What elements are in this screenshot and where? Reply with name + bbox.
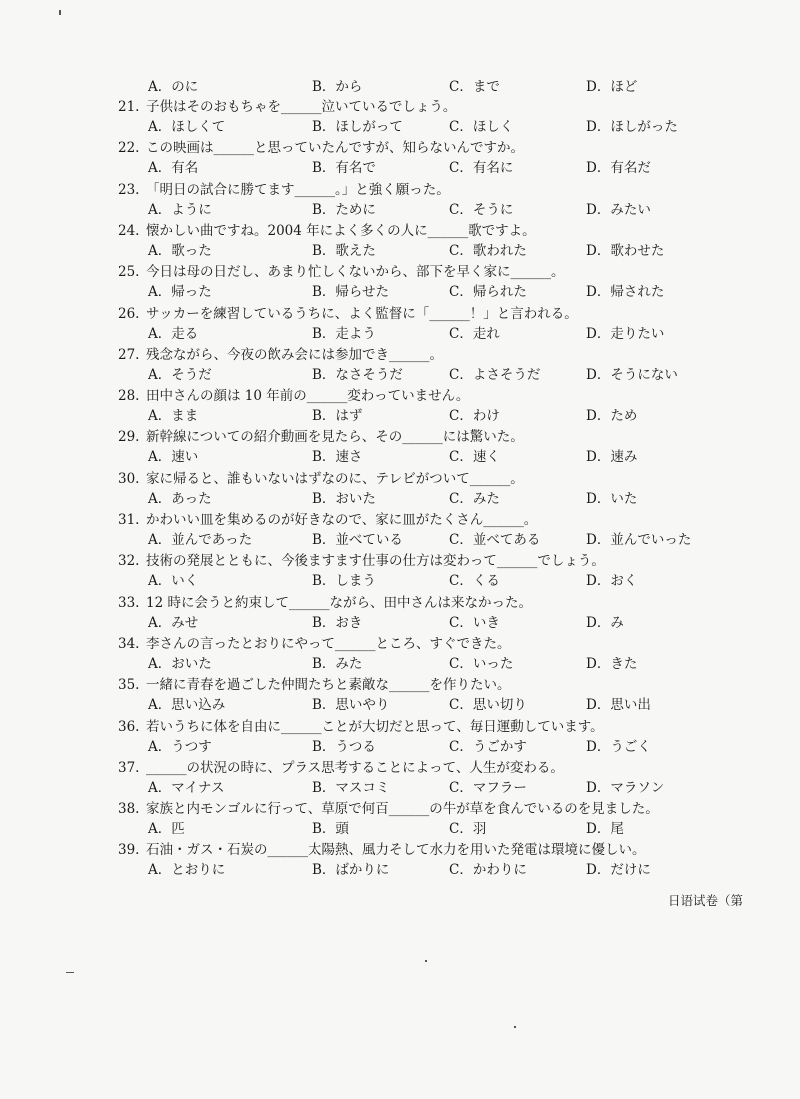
question-item bbox=[118, 800, 659, 818]
option-d: D．みたい bbox=[586, 201, 651, 218]
question-item bbox=[118, 305, 578, 323]
option-b: B．速さ bbox=[312, 449, 363, 466]
option-d: D．おく bbox=[586, 573, 638, 590]
option-c: C．いき bbox=[449, 614, 500, 631]
option-a: A．並んであった bbox=[148, 532, 253, 548]
option-b: B．おいた bbox=[312, 490, 376, 507]
question-text: 田中さんの顔は 10 年前の______変わっていません。 bbox=[146, 388, 470, 405]
option-c: C．帰られた bbox=[449, 284, 527, 301]
option-b: B．なさそうだ bbox=[312, 366, 403, 383]
question-text: 残念ながら、今夜の飲み会には参加でき______。 bbox=[146, 346, 443, 363]
question-item bbox=[118, 635, 511, 653]
question-text: 家族と内モンゴルに行って、草原で何百______の牛が草を食んでいるのを見ました。 bbox=[146, 801, 659, 818]
question-text: 家に帰ると、誰もいないはずなのに、テレビがついて______。 bbox=[146, 470, 524, 487]
option-b: B．帰らせた bbox=[312, 284, 390, 301]
option-c: C．歌われた bbox=[449, 242, 527, 259]
option-b: B．歌えた bbox=[312, 242, 376, 259]
question-item bbox=[118, 470, 524, 488]
question-options bbox=[148, 490, 708, 508]
option-c: C．まで bbox=[449, 79, 500, 95]
question-text: 12 時に会うと約束して______ながら、田中さんは来なかった。 bbox=[146, 594, 532, 611]
question-item bbox=[118, 759, 564, 777]
question-item bbox=[118, 552, 605, 570]
option-c: C．思い切り bbox=[449, 697, 527, 714]
option-b: B．うつる bbox=[312, 738, 376, 755]
question-item bbox=[118, 346, 443, 364]
question-number: 36. bbox=[118, 718, 140, 735]
question-number: 28. bbox=[118, 388, 140, 405]
option-d: D．そうにない bbox=[586, 366, 678, 383]
question-options bbox=[148, 242, 708, 260]
option-a: A．うつす bbox=[148, 738, 212, 755]
option-c: C．羽 bbox=[449, 821, 487, 838]
question-options bbox=[148, 820, 708, 838]
question-options bbox=[148, 118, 708, 136]
question-item bbox=[118, 511, 537, 529]
option-b: B．から bbox=[312, 79, 363, 95]
question-options bbox=[148, 283, 708, 301]
option-d: D．走りたい bbox=[586, 325, 665, 342]
page-footer: 日语试卷（第 bbox=[668, 893, 744, 908]
question-number: 37. bbox=[118, 759, 140, 776]
option-d: D．いた bbox=[586, 490, 638, 507]
option-a: A．思い込み bbox=[148, 697, 226, 714]
question-number: 24. bbox=[118, 222, 140, 239]
question-text: 一緒に青春を過ごした仲間たちと素敵な______を作りたい。 bbox=[146, 677, 511, 694]
question-item bbox=[118, 594, 532, 612]
option-c: C．うごかす bbox=[449, 738, 527, 755]
question-options bbox=[148, 861, 708, 879]
option-a: A．おいた bbox=[148, 655, 212, 672]
question-number: 22. bbox=[118, 140, 140, 157]
question-number: 34. bbox=[118, 635, 140, 652]
option-b: B．おき bbox=[312, 614, 363, 631]
option-b: B．有名で bbox=[312, 160, 376, 177]
option-a: A．走る bbox=[148, 325, 199, 342]
question-text: 新幹線についての紹介動画を見たら、その______には驚いた。 bbox=[146, 429, 524, 446]
option-c: C．並べてある bbox=[449, 532, 541, 548]
option-d: D．速み bbox=[586, 449, 638, 466]
question-options bbox=[148, 159, 708, 177]
option-a: A．あった bbox=[148, 490, 212, 507]
option-d: D．尾 bbox=[586, 821, 624, 838]
option-b: B．並べている bbox=[312, 532, 403, 548]
option-b: B．みた bbox=[312, 655, 363, 672]
question-number: 39. bbox=[118, 842, 140, 859]
scan-speck bbox=[59, 10, 61, 15]
option-d: D．帰された bbox=[586, 284, 665, 301]
question-text: 「明日の試合に勝てます______。」と強く願った。 bbox=[146, 181, 450, 198]
option-d: D．並んでいった bbox=[586, 532, 692, 548]
question-number: 27. bbox=[118, 346, 140, 363]
question-options bbox=[148, 531, 708, 549]
scan-speck bbox=[66, 972, 74, 973]
question-text: 今日は母の日だし、あまり忙しくないから、部下を早く家に______。 bbox=[146, 264, 565, 281]
option-b: B．ばかりに bbox=[312, 862, 390, 879]
option-c: C．くる bbox=[449, 573, 500, 590]
question-text: ______の状況の時に、プラス思考することによって、人生が変わる。 bbox=[146, 759, 564, 776]
question-options bbox=[148, 779, 708, 797]
option-d: D．マラソン bbox=[586, 779, 665, 796]
question-item bbox=[118, 181, 450, 199]
option-a: A．有名 bbox=[148, 160, 199, 177]
option-a: A．速い bbox=[148, 449, 199, 466]
question-number: 26. bbox=[118, 305, 140, 322]
question-text: この映画は______と思っていたんですが、知らないんですか。 bbox=[146, 140, 524, 157]
question-options bbox=[148, 572, 708, 590]
option-c: C．速く bbox=[449, 449, 500, 466]
option-c: C．かわりに bbox=[449, 862, 527, 879]
option-d: D．み bbox=[586, 614, 624, 631]
question-number: 29. bbox=[118, 429, 140, 446]
option-a: A．のに bbox=[148, 79, 199, 95]
scan-speck bbox=[514, 1026, 516, 1028]
question-options bbox=[148, 407, 708, 425]
option-c: C．ほしく bbox=[449, 119, 514, 135]
question-number: 30. bbox=[118, 470, 140, 487]
option-d: D．歌わせた bbox=[586, 242, 665, 259]
scan-speck bbox=[425, 960, 427, 962]
question-text: かわいい皿を集めるのが好きなので、家に皿がたくさん______。 bbox=[146, 512, 538, 528]
question-text: 李さんの言ったとおりにやって______ところ、すぐできた。 bbox=[146, 635, 511, 652]
question-item bbox=[118, 139, 524, 157]
option-d: D．ほしがった bbox=[586, 119, 678, 135]
option-d: D．ため bbox=[586, 408, 638, 425]
question-number: 38. bbox=[118, 801, 140, 818]
option-a: A．とおりに bbox=[148, 862, 226, 879]
question-options bbox=[148, 696, 708, 714]
question-options bbox=[148, 655, 708, 673]
question-number: 21. bbox=[118, 99, 140, 115]
option-b: B．頭 bbox=[312, 821, 349, 838]
question-options bbox=[148, 614, 708, 632]
question-number: 25. bbox=[118, 264, 140, 281]
option-b: B．思いやり bbox=[312, 697, 390, 714]
question-number: 31. bbox=[118, 512, 140, 528]
question-text: 若いうちに体を自由に______ことが大切だと思って、毎日運動しています。 bbox=[146, 718, 604, 735]
option-b: B．マスコミ bbox=[312, 779, 390, 796]
question-text: 石油・ガス・石炭の______太陽熱、風力そして水力を用いた発電は環境に優しい。 bbox=[146, 842, 646, 859]
question-text: 懐かしい曲ですね。2004 年によく多くの人に______歌ですよ。 bbox=[146, 222, 536, 239]
option-d: D．きた bbox=[586, 655, 638, 672]
option-d: D．だけに bbox=[586, 862, 651, 879]
option-c: C．有名に bbox=[449, 160, 514, 177]
question-item bbox=[118, 98, 456, 116]
question-number: 23. bbox=[118, 181, 140, 198]
question-text: 技術の発展とともに、今後ますます仕事の仕方は変わって______でしょう。 bbox=[146, 553, 605, 570]
option-c: C．そうに bbox=[449, 201, 514, 218]
option-a: A．みせ bbox=[148, 614, 199, 631]
option-b: B．ために bbox=[312, 201, 376, 218]
question-item bbox=[118, 263, 565, 281]
option-b: B．はず bbox=[312, 408, 363, 425]
question-item bbox=[118, 387, 469, 405]
option-d: D．思い出 bbox=[586, 697, 651, 714]
option-a: A．マイナス bbox=[148, 779, 225, 796]
option-d: D．うごく bbox=[586, 738, 651, 755]
option-b: B．しまう bbox=[312, 573, 376, 590]
question-options bbox=[148, 201, 708, 219]
option-a: A．ように bbox=[148, 201, 212, 218]
option-c: C．みた bbox=[449, 490, 500, 507]
option-c: C．わけ bbox=[449, 408, 500, 425]
question-options bbox=[148, 366, 708, 384]
question-item bbox=[118, 428, 524, 446]
option-c: C．走れ bbox=[449, 325, 500, 342]
option-a: A．帰った bbox=[148, 284, 212, 301]
option-c: C．マフラー bbox=[449, 779, 527, 796]
question-number: 32. bbox=[118, 553, 140, 570]
option-a: A．まま bbox=[148, 408, 199, 425]
option-a: A．ほしくて bbox=[148, 119, 226, 135]
prev-question-options bbox=[148, 78, 708, 96]
option-c: C．いった bbox=[449, 655, 514, 672]
option-a: A．歌った bbox=[148, 242, 212, 259]
question-number: 35. bbox=[118, 677, 140, 694]
option-d: D．ほど bbox=[586, 79, 638, 95]
question-item bbox=[118, 718, 604, 736]
question-item bbox=[118, 841, 646, 859]
option-a: A．匹 bbox=[148, 821, 185, 838]
question-text: 子供はそのおもちゃを______泣いているでしょう。 bbox=[146, 99, 457, 115]
option-a: A．いく bbox=[148, 573, 199, 590]
question-options bbox=[148, 448, 708, 466]
option-c: C．よさそうだ bbox=[449, 366, 541, 383]
question-options bbox=[148, 738, 708, 756]
question-number: 33. bbox=[118, 594, 140, 611]
option-d: D．有名だ bbox=[586, 160, 651, 177]
question-text: サッカーを練習しているうちに、よく監督に「______！」と言われる。 bbox=[146, 305, 578, 322]
option-b: B．ほしがって bbox=[312, 119, 403, 135]
question-item bbox=[118, 676, 511, 694]
option-a: A．そうだ bbox=[148, 366, 212, 383]
option-b: B．走よう bbox=[312, 325, 376, 342]
question-item bbox=[118, 222, 536, 240]
question-options bbox=[148, 325, 708, 343]
